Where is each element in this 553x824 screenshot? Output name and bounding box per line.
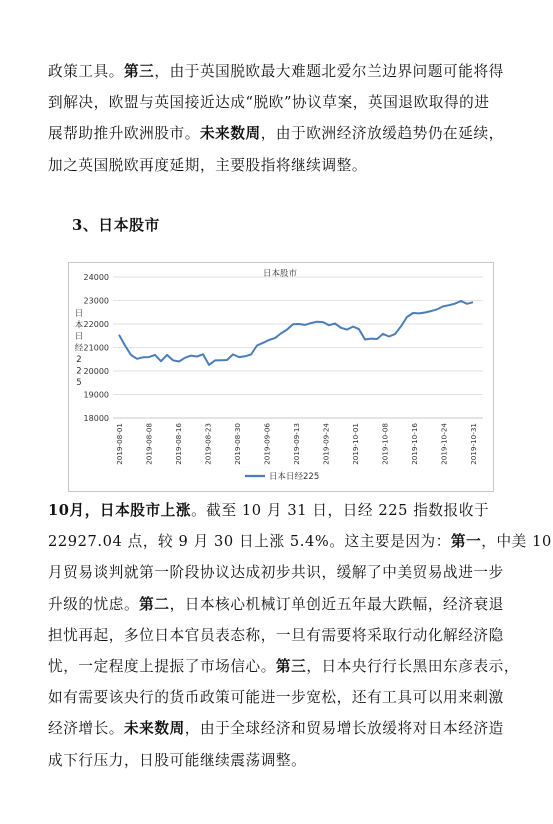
y-axis-label-char: 5	[76, 378, 82, 388]
x-tick-label: 2019-10-08	[380, 423, 390, 465]
japan-stock-chart	[68, 262, 494, 492]
text-line	[48, 150, 522, 181]
text-run: ，中美 10	[481, 533, 552, 551]
text-line	[48, 713, 522, 744]
text-run: 22927.04 点，较 9 月 30 日上涨 5.4%。这主要是因为：	[48, 533, 451, 551]
x-tick-label: 2019-08-08	[144, 423, 154, 465]
text-run: 经济增长。	[48, 720, 124, 738]
y-axis-label-char: 经	[74, 343, 84, 354]
y-axis-label-char: 日	[74, 332, 84, 342]
text-line	[48, 651, 522, 682]
chart-title: 日本股市	[262, 269, 298, 279]
text-run: 升级的忧虑。	[48, 595, 140, 613]
text-run: 如有需要该央行的货币政策可能进一步宽松，还有工具可以用来刺激	[48, 689, 504, 707]
text-line	[48, 589, 522, 620]
text-run: 。截至 10 月 31 日，日经 225 指数报收于	[191, 502, 490, 519]
x-tick-label: 2019-08-16	[174, 423, 183, 465]
text-line	[48, 682, 522, 713]
text-run: ，由于英国脱欧最大难题北爱尔兰边界问题可能将得	[154, 63, 504, 80]
text-run: 成下行压力，日股可能继续震荡调整。	[48, 751, 307, 769]
text-line	[48, 56, 522, 87]
bold-keyword: 未来数周	[199, 125, 261, 143]
text-run: 到解决，欧盟与英国接近达成“脱欧”协议草案，英国退欧取得的进	[48, 94, 490, 112]
series-line	[119, 301, 473, 365]
x-tick-label: 2019-08-01	[115, 423, 124, 465]
bold-keyword: 第三	[275, 657, 307, 675]
text-run: 月贸易谈判就第一阶段协议达成初步共识，缓解了中美贸易战进一步	[48, 564, 504, 582]
x-tick-label: 2019-10-01	[351, 423, 360, 465]
x-tick-label: 2019-10-24	[439, 423, 449, 465]
x-tick-label: 2019-09-24	[321, 423, 331, 465]
text-line	[48, 557, 522, 588]
x-tick-label: 2019-09-13	[292, 423, 301, 465]
legend-label: 日本日经225	[269, 472, 320, 482]
text-line	[48, 87, 522, 118]
x-tick-label: 2019-08-23	[203, 423, 213, 465]
text-run: 担忧再起，多位日本官员表态称，一旦有需要将采取行动化解经济隐	[48, 626, 504, 644]
y-axis-label-char: 日	[74, 309, 84, 319]
text-run: ，日本核心机械订单创近五年最大跌幅，经济衰退	[169, 595, 504, 613]
text-run: ，由于欧洲经济放缓趋势仍在延续，	[260, 125, 504, 143]
text-line	[48, 495, 522, 526]
paragraph-europe-outlook	[48, 56, 522, 181]
text-line	[48, 745, 522, 776]
bold-keyword: 第二	[139, 595, 170, 613]
x-tick-label: 2019-09-06	[262, 423, 272, 465]
y-axis-label-char: 2	[76, 366, 82, 377]
y-axis-label-char: 本	[74, 320, 84, 331]
y-tick-label: 23000	[83, 296, 109, 306]
text-run: ，日本央行行长黑田东彦表示，	[306, 657, 520, 675]
bold-keyword: 第一	[450, 533, 482, 551]
paragraph-japan-analysis	[48, 495, 552, 776]
text-line	[48, 620, 522, 651]
text-run: 展帮助推升欧洲股市。	[48, 125, 200, 143]
y-tick-label: 19000	[83, 390, 109, 400]
y-tick-label: 22000	[83, 320, 109, 329]
y-tick-label: 21000	[83, 343, 109, 353]
x-tick-label: 2019-10-31	[469, 423, 478, 465]
text-run: 加之英国脱欧再度延期，主要股指将继续调整。	[48, 156, 368, 174]
text-run: ，由于全球经济和贸易增长放缓将对日本经济造	[184, 720, 504, 738]
text-line	[48, 526, 552, 557]
bold-keyword: 第三	[123, 63, 155, 80]
x-tick-label: 2019-08-30	[233, 423, 242, 465]
y-tick-label: 18000	[83, 414, 109, 423]
text-run: 政策工具。	[48, 63, 124, 80]
x-tick-label: 2019-10-16	[410, 423, 419, 465]
bold-keyword: 未来数周	[123, 720, 185, 738]
text-run: 忧，一定程度上提振了市场信心。	[48, 657, 276, 675]
section-heading: 3、日本股市	[72, 217, 160, 234]
y-axis-label-char: 2	[76, 355, 82, 365]
chart-svg	[69, 263, 493, 491]
text-line	[48, 118, 522, 149]
y-tick-label: 20000	[83, 367, 109, 376]
y-tick-label: 24000	[83, 273, 109, 282]
bold-keyword: 10月，日本股市上涨	[48, 502, 192, 519]
